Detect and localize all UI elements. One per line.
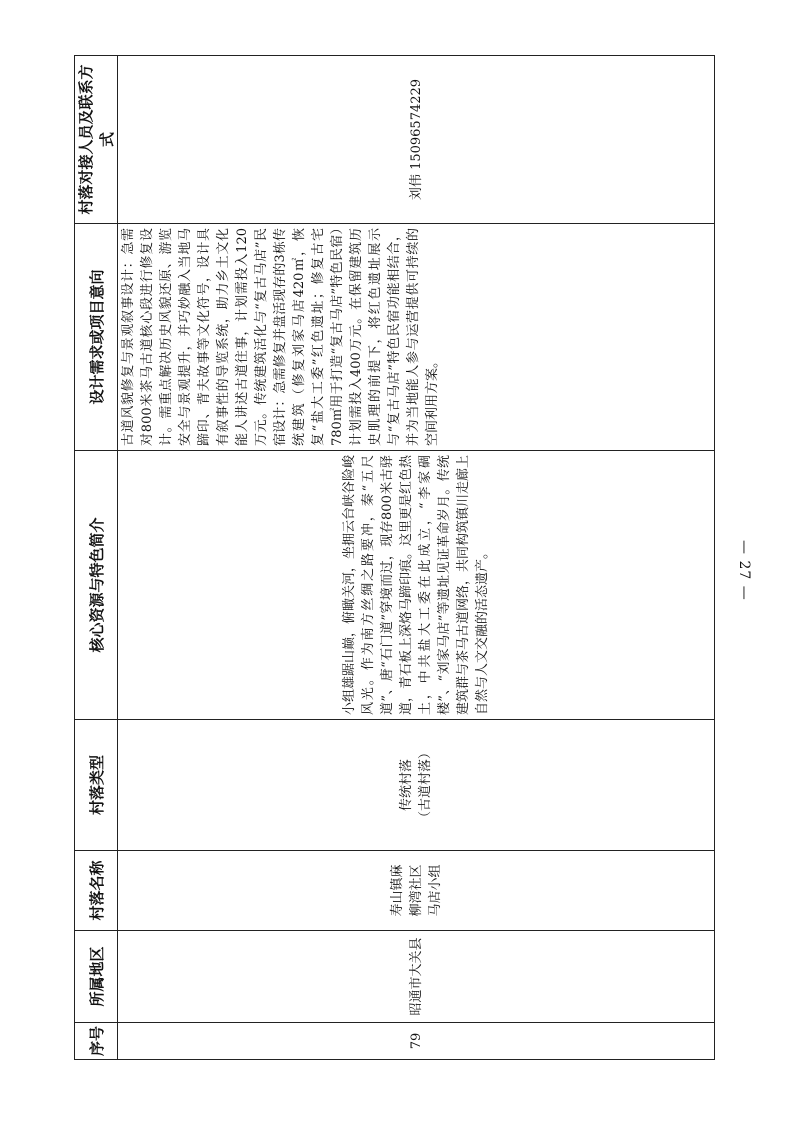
table-row: [118, 56, 715, 1060]
cell-resources: 小组雄踞山巅，俯瞰关河，坐拥云台峡谷险峻风光。作为南方丝绸之路要冲，秦“五尺道”、唐“石门道”穿境而过，现存800米古驿道，青石板上深烙马蹄印痕。这里更是红色热土，中共盐大工委在此成立，“李家碉楼”、“刘家马店”等遗址见证革命岁月。传统建筑群与茶马古道网络，共同构筑镇川走廊上自然与人文交融的活态遗产。: [118, 451, 715, 720]
village-table: [74, 55, 715, 1060]
cell-needs: 古道风貌修复与景观叙事设计：急需对800米茶马古道核心段进行修复设计。需重点解决历史风貌还原、游览安全与景观提升，并巧妙融入当地马蹄印、背夫故事等文化符号，设计具有叙事性的导览系统，助力乡土文化能人讲述古道往事，计划需投入120万元。传统建筑活化与“复古马店”民宿设计：急需修复并盘活现存的3栋传统建筑（修复刘家马店420㎡，恢复“盐大工委”红色遗址；修复古宅780㎡用于打造“复古马店”特色民宿）计划需投入400万元。在保留建筑历史肌理的前提下，将红色遗址展示与“复古马店”特色民宿功能相结合，并为当地能人参与运营提供可持续的空间利用方案。: [118, 224, 715, 451]
village-line-3: 马店小组: [427, 864, 443, 917]
header-resources: 核心资源与特色简介: [75, 451, 118, 720]
header-contact: 村落对接人员及联系方式: [75, 56, 118, 224]
village-line-1: 寿山镇麻: [389, 864, 405, 917]
cell-village: [118, 851, 715, 931]
page-number: — 27 —: [736, 540, 752, 601]
header-region: 所属地区: [75, 931, 118, 1023]
header-needs: 设计需求或项目意向: [75, 224, 118, 451]
cell-index: 79: [118, 1023, 715, 1060]
header-village: 村落名称: [75, 851, 118, 931]
type-line-1: 传统村落: [399, 759, 414, 812]
village-line-2: 柳湾社区: [408, 864, 424, 917]
header-index: 序号: [75, 1023, 118, 1060]
cell-contact: 刘伟 15096574229: [118, 56, 715, 224]
type-line-2: （古道村落）: [418, 746, 433, 825]
cell-type: [118, 720, 715, 851]
table-header-row: [75, 56, 118, 1060]
rotated-table-sheet: [74, 56, 715, 1060]
cell-region: 昭通市大关县: [118, 931, 715, 1023]
header-type: 村落类型: [75, 720, 118, 851]
